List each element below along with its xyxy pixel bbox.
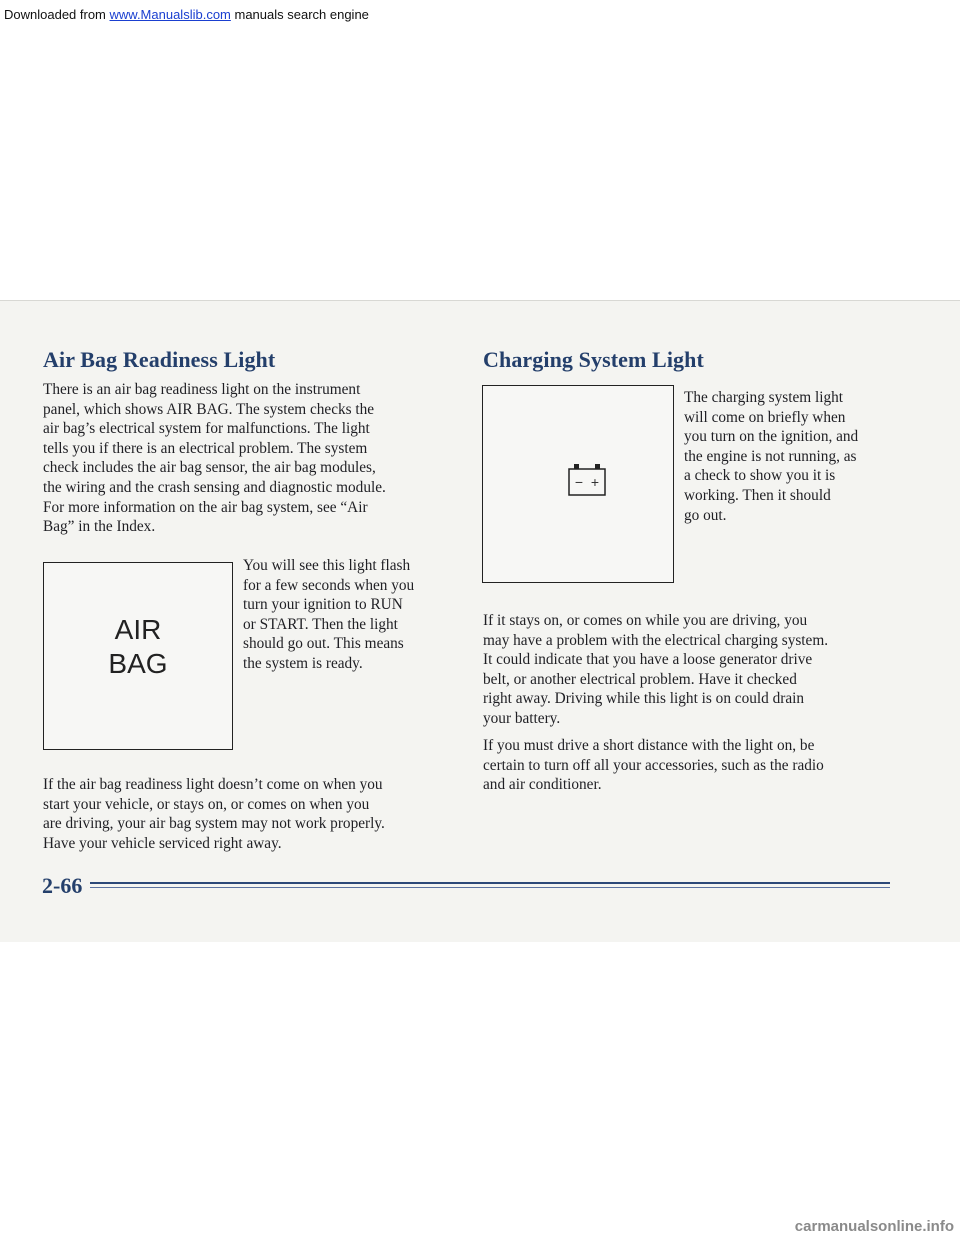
battery-icon [568, 464, 606, 496]
text-line: your battery. [483, 709, 561, 727]
text-line: working. Then it should [684, 486, 831, 504]
banner-prefix: Downloaded from [4, 7, 110, 22]
text-line: You will see this light flash [243, 557, 411, 574]
text-line: check includes the air bag sensor, the air bag modules, [43, 459, 376, 477]
text-line: Bag” in the Index. [43, 518, 156, 536]
text-line: If it stays on, or comes on while you are driving, you [483, 612, 808, 629]
text-line: It could indicate that you have a loose generator drive [483, 651, 813, 669]
text-line: for a few seconds when you [243, 576, 415, 594]
banner-suffix: manuals search engine [230, 7, 369, 22]
text-line: and air conditioner. [483, 776, 602, 794]
footer-rule [90, 882, 890, 884]
text-line: the wiring and the crash sensing and diagnostic module. [43, 478, 386, 496]
text-line: There is an air bag readiness light on the instrument [43, 381, 361, 398]
charging-drive-advice-text [483, 736, 913, 795]
text-line: certain to turn off all your accessories, such as the radio [483, 756, 824, 774]
charging-light-illustration [482, 385, 674, 583]
text-line: If the air bag readiness light doesn’t come on when you [43, 776, 383, 793]
air-bag-heading: Air Bag Readiness Light [43, 347, 276, 372]
text-line: If you must drive a short distance with the light on, be [483, 737, 815, 754]
text-line: you turn on the ignition, and [684, 428, 859, 446]
text-line: start your vehicle, or stays on, or comes on when you [43, 795, 370, 813]
text-line: go out. [684, 506, 727, 524]
text-line: the engine is not running, as [684, 447, 857, 465]
footer-rule-thin [90, 887, 890, 888]
text-line: The charging system light [684, 389, 844, 406]
charging-system-heading: Charging System Light [483, 347, 704, 372]
text-line: panel, which shows AIR BAG. The system checks the [43, 400, 375, 418]
charging-light-side-text [684, 388, 914, 525]
text-line: right away. Driving while this light is on could drain [483, 690, 805, 708]
text-line: are driving, your air bag system may not work properly. [43, 815, 385, 833]
air-bag-symbol [44, 613, 232, 681]
site-watermark: carmanualsonline.info [794, 1218, 954, 1235]
air-bag-intro [43, 380, 463, 537]
page-top-edge [0, 300, 960, 301]
text-line: may have a problem with the electrical charging system. [483, 631, 829, 649]
text-line: belt, or another electrical problem. Have it checked [483, 670, 797, 688]
download-banner [0, 0, 960, 28]
air-bag-flash-text [243, 556, 458, 674]
text-line: a check to show you it is [684, 467, 836, 485]
air-bag-symbol-line: AIR [114, 614, 162, 645]
battery-minus-sign: − [574, 474, 584, 490]
text-line: the system is ready. [243, 654, 363, 672]
air-bag-warning-text [43, 775, 463, 853]
text-line: For more information on the air bag system, see “Air [43, 498, 368, 516]
text-line: tells you if there is an electrical problem. The system [43, 439, 368, 457]
page-number: 2-66 [42, 873, 83, 898]
text-line: or START. Then the light [243, 615, 398, 633]
air-bag-symbol-line: BAG [108, 648, 168, 679]
charging-problem-text [483, 611, 913, 729]
manualslib-link[interactable]: www.Manualslib.com [109, 7, 231, 22]
text-line: should go out. This means [243, 635, 404, 653]
text-line: Have your vehicle serviced right away. [43, 834, 282, 852]
text-line: turn your ignition to RUN [243, 596, 403, 614]
battery-plus-sign: + [590, 474, 600, 490]
text-line: air bag’s electrical system for malfunctions. The light [43, 420, 370, 438]
text-line: will come on briefly when [684, 408, 846, 426]
air-bag-light-illustration [43, 562, 233, 750]
